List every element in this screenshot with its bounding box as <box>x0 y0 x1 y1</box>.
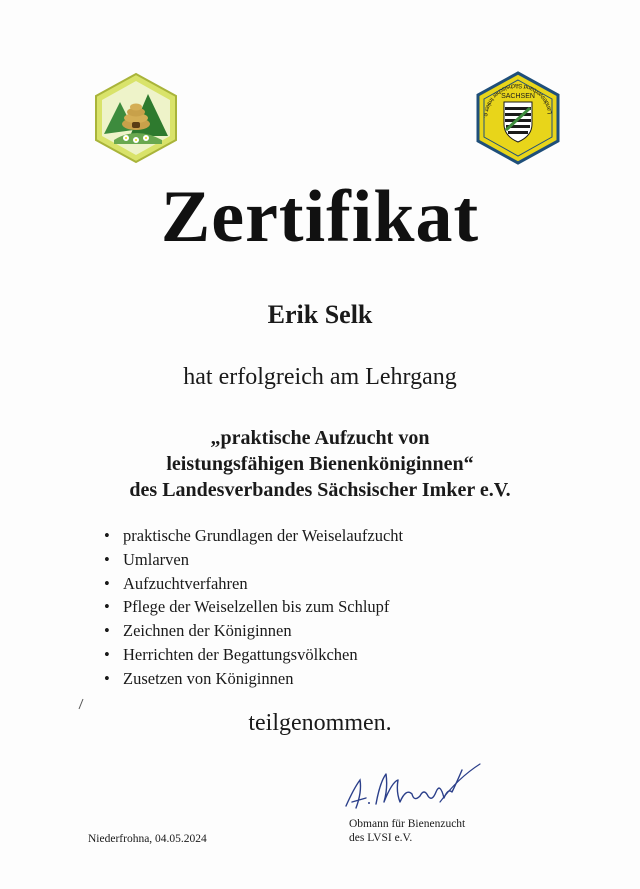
handwritten-signature <box>340 758 490 818</box>
topic-label: Pflege der Weiselzellen bis zum Schlupf <box>123 597 390 617</box>
certificate-title: Zertifikat <box>160 176 480 258</box>
topic-label: Herrichten der Begattungsvölkchen <box>123 644 358 664</box>
list-item <box>104 524 403 548</box>
course-title-line-3: des Landesverbandes Sächsischer Imker e.V. <box>129 479 511 501</box>
signatory-caption <box>349 817 465 845</box>
list-item <box>104 595 403 619</box>
bullet-icon: • <box>104 668 110 688</box>
topic-label: praktische Grundlagen der Weiselaufzucht <box>123 526 404 545</box>
bullet-icon: • <box>104 597 110 617</box>
bullet-icon: • <box>104 644 110 664</box>
beehive-hexagon-icon <box>90 72 182 164</box>
bullet-icon: • <box>104 549 110 569</box>
seal-top-label: SACHSEN <box>501 93 535 100</box>
signatory-line-2: des LVSI e.V. <box>349 832 413 844</box>
topic-label: Zusetzen von Königinnen <box>123 668 294 688</box>
topic-label: Aufzuchtverfahren <box>123 573 248 593</box>
topic-list <box>104 524 403 691</box>
topic-label: Zeichnen der Königinnen <box>123 621 292 641</box>
saxony-seal-icon <box>470 70 566 166</box>
place-and-date: Niederfrohna, 04.05.2024 <box>88 833 207 845</box>
intro-text: hat erfolgreich am Lehrgang <box>183 364 457 390</box>
course-title-line-1: „praktische Aufzucht von <box>210 427 430 449</box>
course-title-line-2: leistungsfähigen Bienenköniginnen“ <box>166 453 474 475</box>
bullet-icon: • <box>104 573 110 593</box>
pen-mark <box>78 697 84 709</box>
list-item <box>104 619 403 643</box>
signature-icon <box>340 758 490 818</box>
seal-ring-label: Landesverband Sächsischer Imker e. <box>481 81 554 119</box>
list-item <box>104 548 403 572</box>
list-item <box>104 572 403 596</box>
closing-text: teilgenommen. <box>248 710 392 736</box>
list-item <box>104 643 403 667</box>
course-title <box>0 425 640 503</box>
recipient-name: Erik Selk <box>267 300 373 329</box>
beekeeping-logo <box>90 72 182 164</box>
bullet-icon: • <box>104 621 110 641</box>
list-item <box>104 667 403 691</box>
saxony-association-logo <box>470 70 566 166</box>
signatory-line-1: Obmann für Bienenzucht <box>349 818 466 830</box>
bullet-icon: • <box>104 526 110 545</box>
topic-label: Umlarven <box>123 549 189 569</box>
